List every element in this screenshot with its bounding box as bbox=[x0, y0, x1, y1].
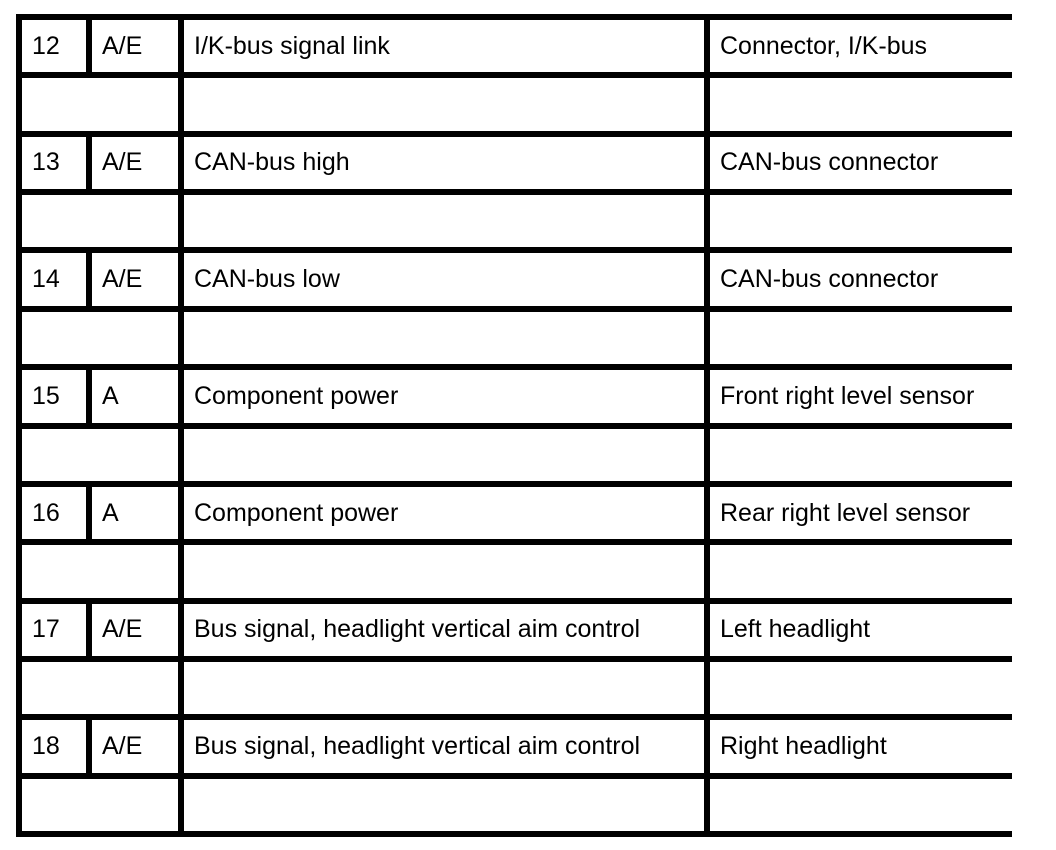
spacer-cell bbox=[710, 195, 1012, 247]
connection-cell: Front right level sensor bbox=[710, 370, 1012, 422]
spacer-cell bbox=[22, 312, 178, 364]
signal-description-cell: CAN-bus low bbox=[184, 253, 704, 305]
pin-number-cell: 14 bbox=[22, 253, 86, 305]
spacer-cell bbox=[710, 662, 1012, 714]
pin-type-cell: A/E bbox=[92, 253, 178, 305]
spacer-cell bbox=[22, 429, 178, 481]
spacer-cell bbox=[710, 429, 1012, 481]
spacer-cell bbox=[184, 312, 704, 364]
spacer-cell bbox=[710, 78, 1012, 130]
pin-number-cell: 17 bbox=[22, 604, 86, 656]
spacer-cell bbox=[184, 429, 704, 481]
signal-description-cell: Component power bbox=[184, 487, 704, 539]
pin-type-cell: A/E bbox=[92, 604, 178, 656]
pin-type-cell: A/E bbox=[92, 20, 178, 72]
pin-type-cell: A bbox=[92, 370, 178, 422]
spacer-cell bbox=[710, 312, 1012, 364]
signal-description-cell: Bus signal, headlight vertical aim control bbox=[184, 604, 704, 656]
spacer-cell bbox=[184, 779, 704, 831]
signal-description-cell: Component power bbox=[184, 370, 704, 422]
spacer-cell bbox=[22, 662, 178, 714]
spacer-cell bbox=[710, 545, 1012, 597]
connection-cell: Connector, I/K-bus bbox=[710, 20, 1012, 72]
pin-type-cell: A/E bbox=[92, 137, 178, 189]
connection-cell: CAN-bus connector bbox=[710, 137, 1012, 189]
pin-type-cell: A bbox=[92, 487, 178, 539]
spacer-cell bbox=[184, 195, 704, 247]
signal-description-cell: I/K-bus signal link bbox=[184, 20, 704, 72]
connection-cell: Right headlight bbox=[710, 720, 1012, 772]
pin-number-cell: 16 bbox=[22, 487, 86, 539]
pin-number-cell: 12 bbox=[22, 20, 86, 72]
spacer-cell bbox=[710, 779, 1012, 831]
pin-number-cell: 15 bbox=[22, 370, 86, 422]
pin-number-cell: 18 bbox=[22, 720, 86, 772]
pin-number-cell: 13 bbox=[22, 137, 86, 189]
spacer-cell bbox=[184, 545, 704, 597]
connection-cell: CAN-bus connector bbox=[710, 253, 1012, 305]
spacer-cell bbox=[184, 78, 704, 130]
signal-description-cell: Bus signal, headlight vertical aim control bbox=[184, 720, 704, 772]
connection-cell: Left headlight bbox=[710, 604, 1012, 656]
pin-assignment-table bbox=[16, 14, 1012, 837]
spacer-cell bbox=[22, 195, 178, 247]
signal-description-cell: CAN-bus high bbox=[184, 137, 704, 189]
connection-cell: Rear right level sensor bbox=[710, 487, 1012, 539]
spacer-cell bbox=[184, 662, 704, 714]
pin-type-cell: A/E bbox=[92, 720, 178, 772]
spacer-cell bbox=[22, 779, 178, 831]
spacer-cell bbox=[22, 78, 178, 130]
spacer-cell bbox=[22, 545, 178, 597]
